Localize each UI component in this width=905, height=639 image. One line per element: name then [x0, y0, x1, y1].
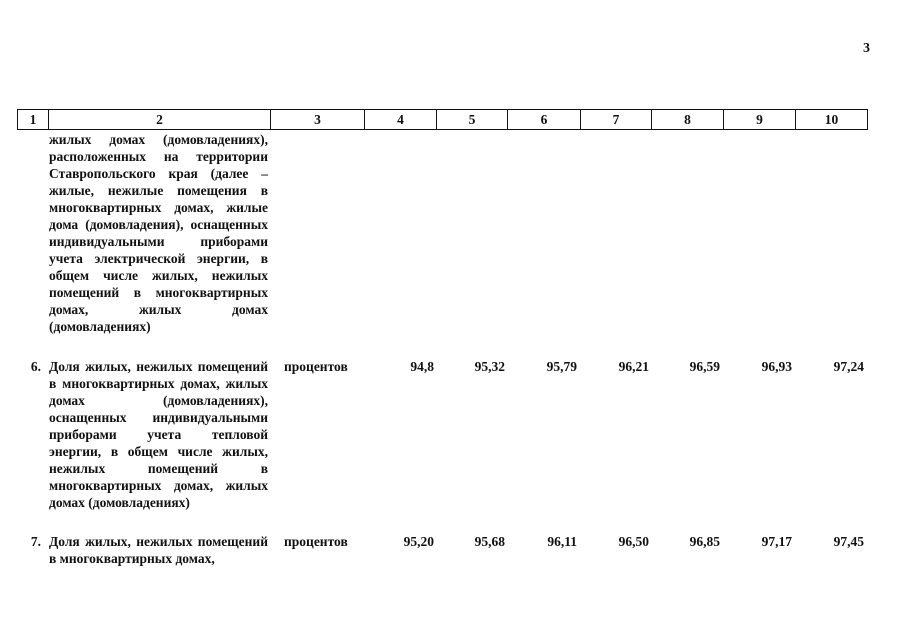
header-cell-3: 3: [271, 110, 365, 130]
header-cell-4: 4: [365, 110, 437, 130]
row-value-col8: 96,85: [689, 534, 720, 549]
row-value-col7: 96,21: [618, 359, 649, 374]
row-number: 6.: [30, 359, 41, 374]
header-cell-8: 8: [652, 110, 724, 130]
row-value-col9: 96,93: [761, 359, 792, 374]
row-unit: процентов: [284, 534, 348, 549]
row-value-col6: 96,11: [547, 534, 577, 549]
row-value-col8: 96,59: [689, 359, 720, 374]
row-value-col5: 95,32: [474, 359, 505, 374]
header-cell-2: 2: [49, 110, 271, 130]
row-value-col4: 95,20: [403, 534, 434, 549]
row-number: 7.: [30, 534, 41, 549]
row-unit: процентов: [284, 359, 348, 374]
row-value-col4: 94,8: [410, 359, 434, 374]
header-cell-10: 10: [796, 110, 868, 130]
header-cell-1: 1: [18, 110, 49, 130]
header-cell-9: 9: [724, 110, 796, 130]
column-number-header: [17, 109, 868, 130]
row-value-col5: 95,68: [474, 534, 505, 549]
row-value-col6: 95,79: [546, 359, 577, 374]
row-value-col10: 97,24: [833, 359, 864, 374]
header-cell-6: 6: [508, 110, 581, 130]
row-value-col9: 97,17: [761, 534, 792, 549]
row-value-col10: 97,45: [833, 534, 864, 549]
page-number: 3: [863, 41, 870, 56]
row-description: Доля жилых, нежилых помещений в многоквартирных домах,: [49, 534, 268, 566]
header-cell-7: 7: [581, 110, 652, 130]
row-description: Доля жилых, нежилых помещений в многоквартирных домах, жилых домах (домовладениях), оснащенных индивидуальными приборами учета тепловой энергии, в общем числе жилых, нежилых помещений в многоквартирных домах, жилых домах (домовладениях): [49, 359, 268, 510]
continuation-description: жилых домах (домовладениях), расположенных на территории Ставропольского края (далее – жилые, нежилые помещения в многоквартирных домах, жилые дома (домовладения), оснащенных индивидуальными приборами учета электрической энергии, в общем числе жилых, нежилых помещений в многоквартирных домах, жилых домах (домовладениях): [49, 132, 268, 334]
row-value-col7: 96,50: [618, 534, 649, 549]
header-row: [18, 110, 868, 130]
header-cell-5: 5: [437, 110, 508, 130]
